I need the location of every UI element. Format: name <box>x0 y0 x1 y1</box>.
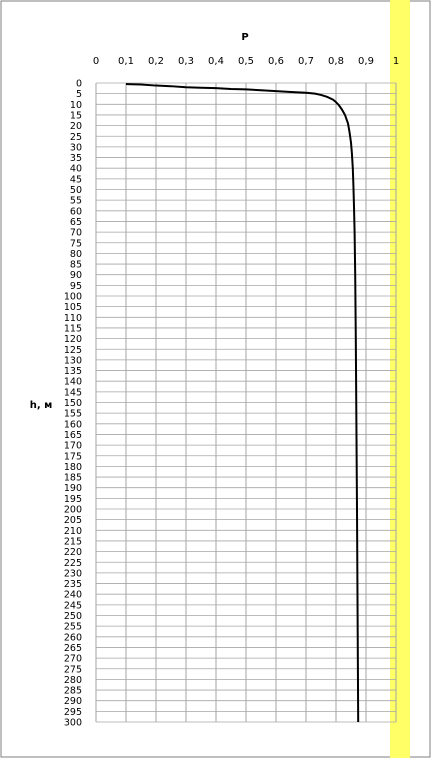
y-tick-label: 75 <box>69 238 82 250</box>
y-tick-label: 95 <box>69 280 82 292</box>
y-tick-label: 50 <box>69 185 82 196</box>
y-tick-label: 300 <box>63 717 82 729</box>
y-tick-label: 20 <box>69 121 82 133</box>
y-tick-label: 260 <box>63 632 82 644</box>
x-tick-label: 0,1 <box>118 56 134 67</box>
y-tick-label: 25 <box>69 131 82 143</box>
y-tick-label: 175 <box>63 451 82 463</box>
y-tick-label: 100 <box>63 291 82 303</box>
y-tick-label: 40 <box>69 163 82 175</box>
y-tick-label: 150 <box>63 398 82 409</box>
y-tick-label: 180 <box>63 461 82 473</box>
x-axis-title: P <box>241 32 249 43</box>
y-tick-label: 160 <box>63 419 82 431</box>
y-tick-label: 70 <box>69 227 82 239</box>
y-tick-label: 155 <box>63 408 82 420</box>
y-tick-label: 140 <box>63 376 82 388</box>
y-tick-label: 280 <box>63 674 82 686</box>
x-tick-label: 0,4 <box>208 56 224 67</box>
y-tick-label: 115 <box>63 323 82 335</box>
y-tick-label: 205 <box>63 515 82 527</box>
y-tick-label: 285 <box>63 685 82 697</box>
y-axis-title: h, м <box>29 400 53 411</box>
y-tick-label: 225 <box>63 557 82 569</box>
y-tick-label: 210 <box>63 525 82 537</box>
x-tick-label: 0,8 <box>328 56 344 67</box>
y-tick-label: 235 <box>63 579 82 591</box>
y-tick-label: 120 <box>63 334 82 346</box>
y-tick-label: 270 <box>63 653 82 665</box>
y-tick-label: 275 <box>63 664 82 676</box>
y-tick-label: 5 <box>75 89 82 101</box>
y-tick-label: 105 <box>63 302 82 314</box>
y-tick-label: 55 <box>69 195 82 207</box>
y-tick-label: 60 <box>69 206 82 218</box>
y-tick-label: 230 <box>63 568 82 580</box>
x-tick-label: 0,5 <box>238 56 254 67</box>
y-tick-label: 250 <box>63 611 82 622</box>
y-tick-label: 165 <box>63 429 82 441</box>
y-tick-label: 240 <box>63 589 82 601</box>
y-tick-label: 15 <box>69 110 82 122</box>
y-tick-label: 125 <box>63 344 82 356</box>
x-tick-label: 0 <box>92 56 100 67</box>
y-tick-label: 65 <box>69 216 82 228</box>
y-tick-label: 90 <box>69 270 82 282</box>
y-tick-label: 0 <box>75 78 82 90</box>
y-tick-label: 190 <box>63 483 82 495</box>
y-tick-label: 170 <box>63 440 82 452</box>
y-tick-label: 255 <box>63 621 82 633</box>
y-tick-label: 30 <box>69 142 82 154</box>
y-tick-label: 185 <box>63 472 82 484</box>
y-tick-label: 80 <box>69 248 82 260</box>
y-tick-label: 245 <box>63 600 82 612</box>
y-tick-label: 265 <box>63 642 82 654</box>
x-tick-label: 0,7 <box>298 56 314 67</box>
y-tick-label: 85 <box>69 259 82 271</box>
highlight-band <box>390 0 410 758</box>
x-tick-label: 0,6 <box>268 56 284 67</box>
y-tick-label: 220 <box>63 547 82 559</box>
y-tick-label: 200 <box>63 504 82 516</box>
x-tick-label: 0,3 <box>178 56 194 67</box>
y-tick-label: 130 <box>63 355 82 367</box>
y-tick-label: 295 <box>63 706 82 718</box>
y-tick-label: 195 <box>63 493 82 505</box>
y-tick-label: 215 <box>63 536 82 548</box>
x-tick-label: 1 <box>392 56 400 67</box>
y-tick-label: 110 <box>63 312 82 324</box>
x-tick-label: 0,9 <box>358 56 374 67</box>
y-tick-label: 45 <box>69 174 82 186</box>
y-tick-label: 135 <box>63 366 82 378</box>
y-tick-label: 10 <box>69 99 82 111</box>
y-tick-label: 290 <box>63 696 82 708</box>
y-tick-label: 145 <box>63 387 82 399</box>
x-tick-label: 0,2 <box>148 56 164 67</box>
y-tick-label: 35 <box>69 153 82 165</box>
